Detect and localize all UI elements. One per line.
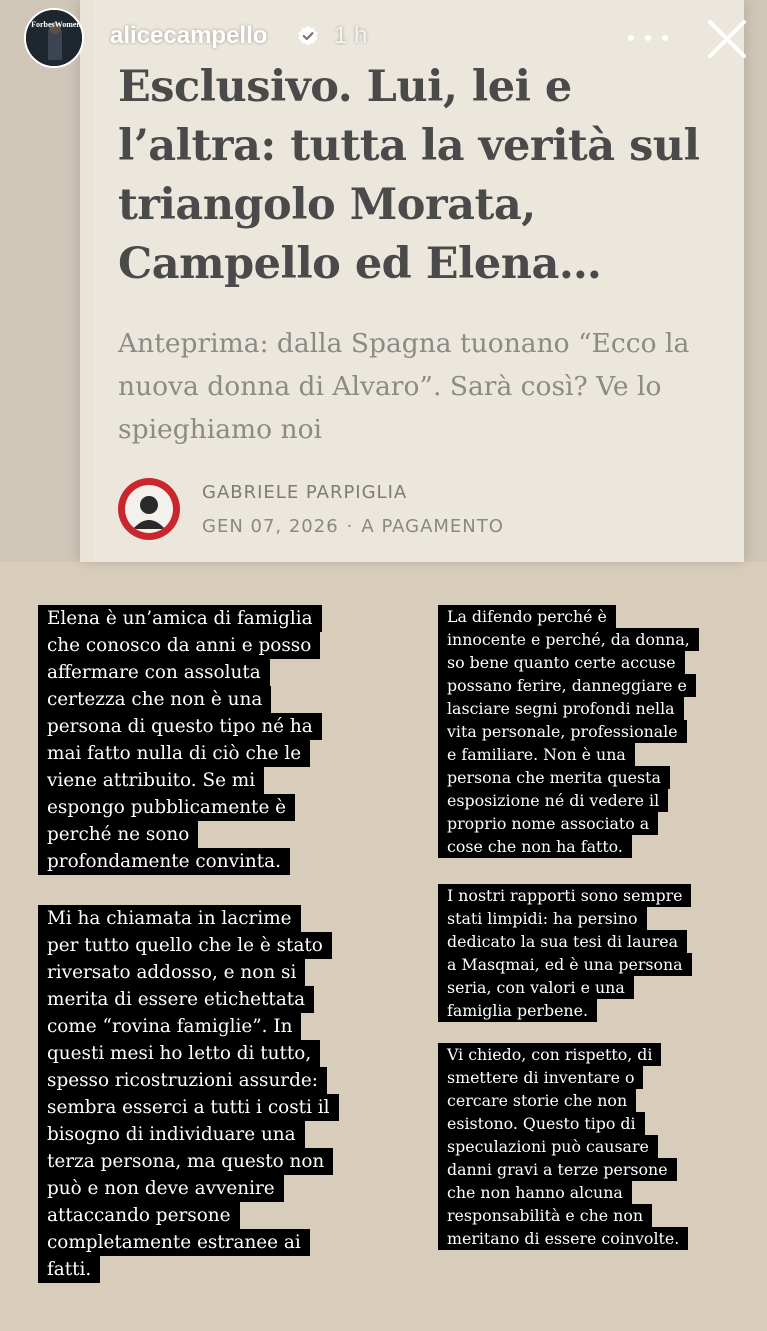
article-access: A PAGAMENTO	[361, 516, 504, 537]
article-screenshot	[0, 0, 767, 562]
avatar-magazine-title: ForbesWomen	[31, 20, 81, 29]
text-line: merita di essere etichettata	[38, 986, 314, 1013]
text-line: meritano di essere coinvolte.	[438, 1227, 688, 1250]
text-line: cercare storie che non	[438, 1089, 636, 1112]
text-line: viene attribuito. Se mi	[38, 767, 264, 794]
text-line: terza persona, ma questo non	[38, 1148, 333, 1175]
text-block-5	[438, 1043, 688, 1250]
text-line: dedicato la sua tesi di laurea	[438, 930, 687, 953]
story-header	[0, 0, 767, 80]
story-username[interactable]: alicecampello	[110, 22, 268, 49]
verified-badge-icon	[297, 25, 319, 47]
text-line: innocente e perché, da donna,	[438, 628, 699, 651]
text-line: bisogno di individuare una	[38, 1121, 305, 1148]
article-headline: Esclusivo. Lui, lei e l’altra: tutta la verità sul triangolo Morata, Campello ed Elena…	[118, 62, 700, 289]
text-line: certezza che non è una	[38, 686, 271, 713]
more-options-icon[interactable]	[628, 26, 668, 50]
text-line: persona che merita questa	[438, 766, 670, 789]
text-line: che conosco da anni e posso	[38, 632, 320, 659]
text-line: proprio nome associato a	[438, 812, 658, 835]
text-line: sembra esserci a tutti i costi il	[38, 1094, 339, 1121]
text-line: fatti.	[38, 1256, 100, 1283]
text-line: completamente estranee ai	[38, 1229, 310, 1256]
text-line: esistono. Questo tipo di	[438, 1112, 645, 1135]
text-line: può e non deve avvenire	[38, 1175, 284, 1202]
text-line: I nostri rapporti sono sempre	[438, 884, 691, 907]
profile-avatar[interactable]	[24, 8, 84, 68]
text-line: spesso ricostruzioni assurde:	[38, 1067, 327, 1094]
text-line: riversato addosso, e non si	[38, 959, 305, 986]
text-line: stati limpidi: ha persino	[438, 907, 647, 930]
text-line: che non hanno alcuna	[438, 1181, 632, 1204]
text-line: affermare con assoluta	[38, 659, 270, 686]
text-line: persona di questo tipo né ha	[38, 713, 322, 740]
text-line: Vi chiedo, con rispetto, di	[438, 1043, 661, 1066]
text-line: come “rovina famiglie”. In	[38, 1013, 301, 1040]
text-line: mai fatto nulla di ciò che le	[38, 740, 310, 767]
text-line: profondamente convinta.	[38, 848, 290, 875]
text-line: possano ferire, danneggiare e	[438, 674, 696, 697]
text-block-3	[438, 605, 699, 858]
meta-separator: ·	[346, 516, 354, 537]
text-line: La difendo perché è	[438, 605, 616, 628]
article-meta	[202, 516, 504, 537]
text-line: famiglia perbene.	[438, 999, 597, 1022]
text-line: per tutto quello che le è stato	[38, 932, 332, 959]
article-date: GEN 07, 2026	[202, 516, 339, 537]
text-line: perché ne sono	[38, 821, 198, 848]
text-line: cose che non ha fatto.	[438, 835, 632, 858]
text-line: espongo pubblicamente è	[38, 794, 295, 821]
text-line: esposizione né di vedere il	[438, 789, 668, 812]
text-line: attaccando persone	[38, 1202, 240, 1229]
text-line: smettere di inventare o	[438, 1066, 643, 1089]
text-line: Elena è un’amica di famiglia	[38, 605, 322, 632]
story-timestamp: 1 h	[334, 22, 368, 49]
author-name: GABRIELE PARPIGLIA	[202, 482, 408, 503]
text-line: danni gravi a terze persone	[438, 1158, 677, 1181]
text-line: lasciare segni profondi nella	[438, 697, 684, 720]
text-block-4	[438, 884, 692, 1022]
author-avatar	[118, 478, 180, 540]
text-line: so bene quanto certe accuse	[438, 651, 685, 674]
text-block-2	[38, 905, 339, 1283]
text-line: questi mesi ho letto di tutto,	[38, 1040, 320, 1067]
text-line: responsabilità e che non	[438, 1204, 652, 1227]
text-line: a Masqmai, ed è una persona	[438, 953, 692, 976]
text-block-1	[38, 605, 322, 875]
close-icon[interactable]	[704, 16, 750, 62]
text-line: speculazioni può causare	[438, 1135, 658, 1158]
text-line: Mi ha chiamata in lacrime	[38, 905, 301, 932]
article-subtitle: Anteprima: dalla Spagna tuonano “Ecco la nuova donna di Alvaro”. Sarà così? Ve lo spieghiamo noi	[118, 328, 690, 445]
text-line: e familiare. Non è una	[438, 743, 635, 766]
text-line: vita personale, professionale	[438, 720, 687, 743]
text-line: seria, con valori e una	[438, 976, 634, 999]
